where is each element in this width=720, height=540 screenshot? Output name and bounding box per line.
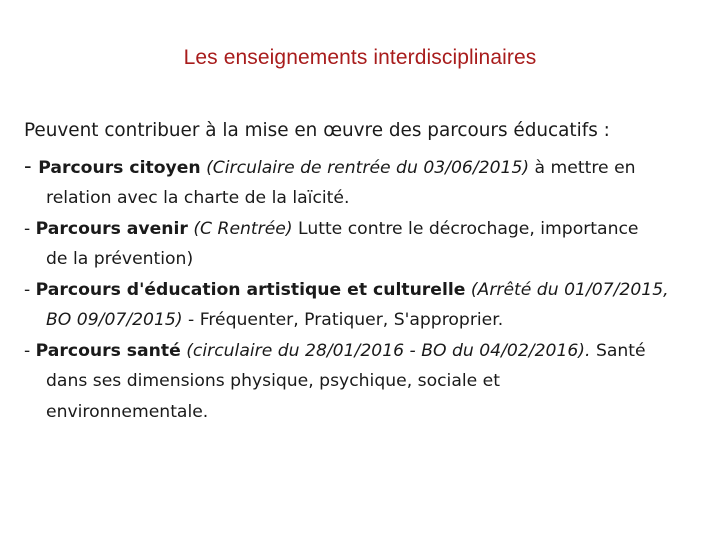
slide-title: Les enseignements interdisciplinaires [183, 46, 537, 69]
parcours-reference: (C Rentrée) [187, 218, 293, 239]
bullet-dash: - [24, 153, 39, 178]
slide-body [24, 116, 716, 427]
bullet-dash: - [24, 340, 36, 361]
list-item-parcours-eac [24, 275, 716, 336]
bullet-dash: - [24, 218, 36, 239]
intro-text: Peuvent contribuer à la mise en œuvre des parcours éducatifs : [24, 120, 610, 141]
list-item-line [24, 336, 716, 367]
parcours-reference-continued: BO 09/07/2015) [46, 310, 183, 330]
parcours-text: Santé [590, 340, 646, 361]
parcours-text-continued: de la prévention) [46, 249, 194, 269]
parcours-text: - Fréquenter, Pratiquer, S'approprier. [182, 310, 504, 330]
parcours-reference: (Circulaire de rentrée du 03/06/2015) [200, 157, 530, 178]
bullet-dash: - [24, 279, 36, 300]
parcours-text-continued: dans ses dimensions physique, psychique, sociale et [46, 371, 500, 391]
list-item-line [24, 151, 716, 184]
parcours-text: à mettre en [529, 157, 636, 178]
parcours-text-continued: relation avec la charte de la laïcité. [46, 188, 350, 208]
list-item-line [24, 305, 716, 336]
list-item-parcours-citoyen [24, 151, 716, 214]
parcours-reference: (circulaire du 28/01/2016 - BO du 04/02/2016). [180, 340, 591, 361]
list-item-line [24, 275, 716, 306]
list-item-line [24, 214, 716, 245]
parcours-name: Parcours d'éducation artistique et culturelle [35, 279, 466, 300]
parcours-name: Parcours citoyen [38, 157, 201, 178]
list-item-parcours-avenir [24, 214, 716, 275]
parcours-name: Parcours santé [35, 340, 181, 361]
list-item-parcours-sante [24, 336, 716, 428]
parcours-text: Lutte contre le décrochage, importance [292, 218, 639, 239]
parcours-reference: (Arrêté du 01/07/2015, [465, 279, 669, 300]
parcours-text-continued: environnementale. [46, 401, 209, 422]
parcours-name: Parcours avenir [35, 218, 188, 239]
